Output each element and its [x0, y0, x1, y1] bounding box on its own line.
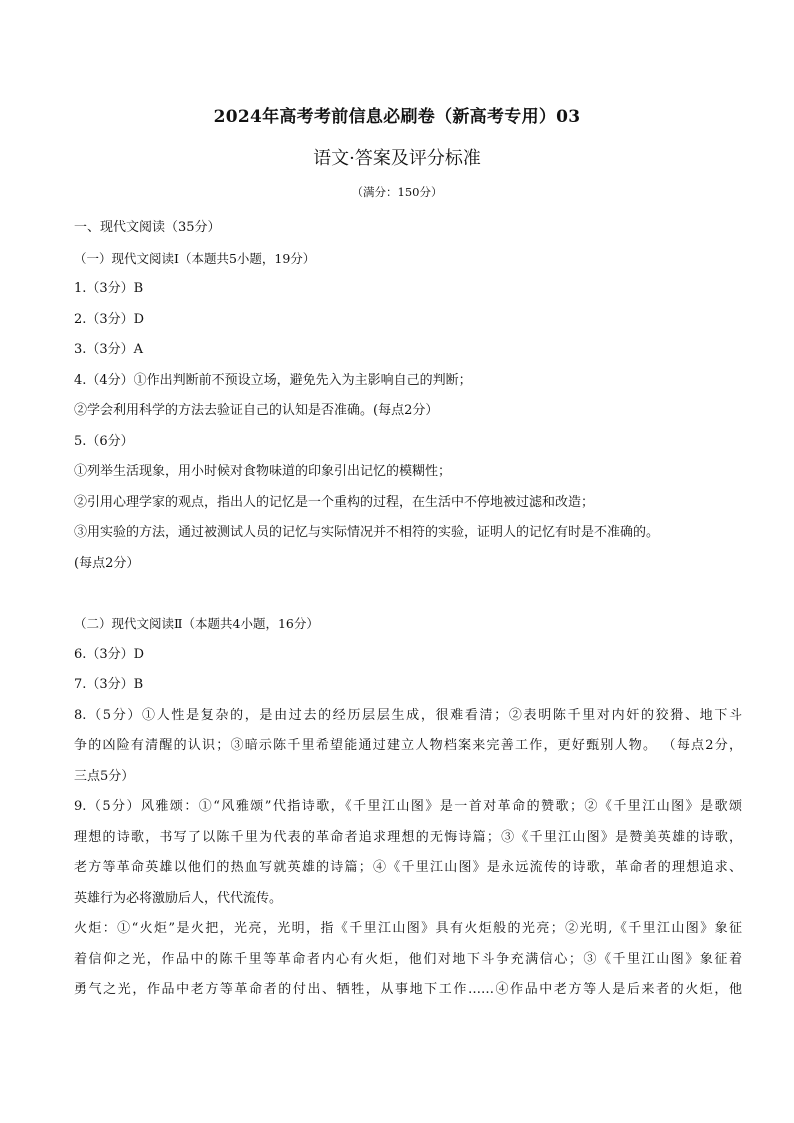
answer-q3: 3.（3分）A [74, 342, 144, 357]
answer-q8-line: 三点5分） [74, 768, 135, 784]
answer-q4: 4.（4分）①作出判断前不预设立场，避免先入为主影响自己的判断； [74, 372, 472, 388]
answer-q9-line: 勇气之光，作品中老方等革命者的付出、牺牲，从事地下工作……④作品中老方等人是后来者的火炬，他 [74, 982, 742, 997]
answer-q5: 5.（6分） [74, 433, 134, 449]
answer-q5-point1: ①列举生活现象，用小时候对食物味道的印象引出记忆的模糊性； [74, 464, 452, 479]
page-title: 2024年高考考前信息必刷卷（新高考专用）03 [213, 107, 581, 127]
answer-q9-line: 老方等革命英雄以他们的热血写就英雄的诗篇；④《千里江山图》是永远流传的诗歌，革命者的理想追求、 [74, 860, 742, 875]
answer-q6: 6.（3分）D [74, 646, 145, 662]
part-heading: （二）现代文阅读Ⅱ（本题共4小题，16分） [74, 616, 319, 631]
answer-q4-point2: ②学会利用科学的方法去验证自己的认知是否准确。(每点2分） [74, 403, 439, 418]
answer-q8-line: 争的凶险有清醒的认识；③暗示陈千里希望能通过建立人物档案来完善工作，更好甄别人物。 （每点2分， [74, 738, 742, 753]
answer-content [74, 213, 742, 1006]
section-heading: 一、现代文阅读（35分） [74, 220, 221, 235]
answer-q9-line: 理想的诗歌，书写了以陈千里为代表的革命者追求理想的无悔诗篇；③《千里江山图》是赞美英雄的诗歌， [74, 829, 742, 845]
full-score-note: （满分：150分） [351, 185, 443, 199]
answer-q5-point2: ②引用心理学家的观点，指出人的记忆是一个重构的过程，在生活中不停地被过滤和改造； [74, 494, 595, 510]
page-subtitle: 语文·答案及评分标准 [313, 148, 481, 169]
answer-q9-line: 火炬：①“火炬”是火把，光亮，光明，指《千里江山图》具有火炬般的光亮；②光明,《千里江山图》象征 [74, 921, 742, 936]
answer-q7: 7.（3分）B [74, 677, 144, 692]
answer-q5-point3: ③用实验的方法，通过被测试人员的记忆与实际情况并不相符的实验，证明人的记忆有时是不准确的。 [74, 525, 660, 540]
answer-q2: 2.（3分）D [74, 311, 145, 327]
spacer [74, 579, 742, 609]
answer-q9-line: 9.（5分）风雅颂：①“风雅颂”代指诗歌，《千里江山图》是一首对革命的赞歌；②《千里江山图》是歌颂 [74, 799, 742, 814]
part-heading: （一）现代文阅读Ⅰ（本题共5小题，19分） [74, 250, 316, 266]
answer-q8-line: 8.（5分）①人性是复杂的，是由过去的经历层层生成，很难看清；②表明陈千里对内奸的狡猾、地下斗 [74, 707, 742, 723]
answer-q5-scoring: (每点2分） [74, 555, 140, 571]
answer-q9-line: 着信仰之光，作品中的陈千里等革命者内心有火炬，他们对地下斗争充满信心；③《千里江山图》象征着 [74, 951, 742, 967]
answer-q9-line: 英雄行为必将激励后人，代代流传。 [74, 890, 283, 906]
answer-q1: 1.（3分）B [74, 281, 144, 296]
